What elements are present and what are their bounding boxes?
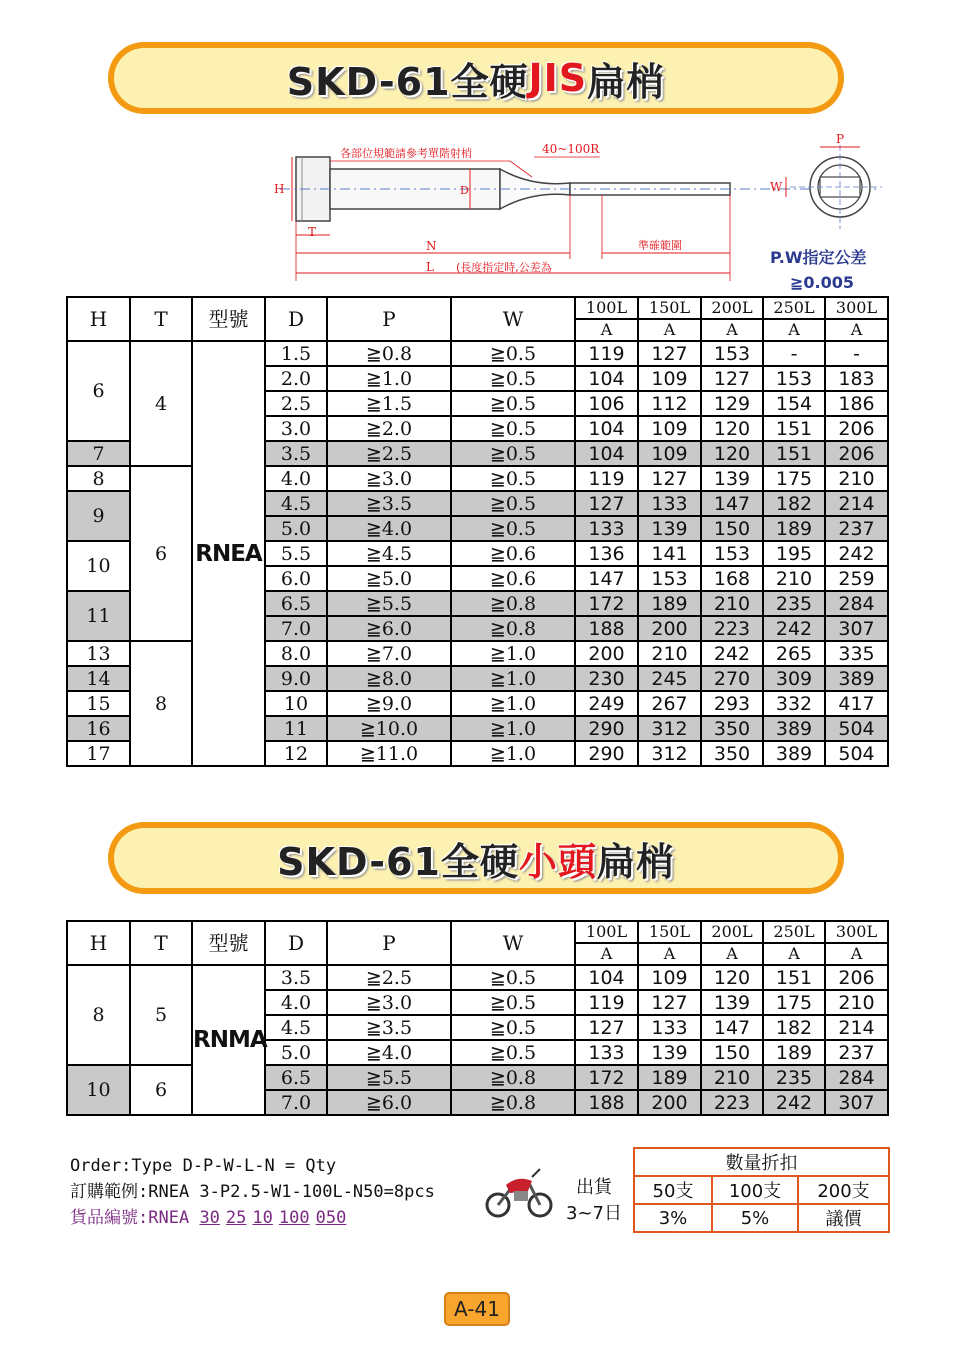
price-cell: 147	[701, 1015, 763, 1040]
w-cell: ≧0.8	[451, 616, 575, 641]
price-cell: 350	[701, 741, 763, 766]
order-code-part: 050	[315, 1208, 347, 1228]
price-cell: 139	[638, 1040, 701, 1065]
price-cell: 332	[763, 691, 825, 716]
d-cell: 5.5	[265, 541, 327, 566]
price-cell: 210	[825, 466, 888, 491]
header-a: A	[575, 319, 638, 341]
h-cell: 10	[67, 541, 130, 591]
p-cell: ≧7.0	[327, 641, 451, 666]
dim-l: L	[426, 260, 434, 274]
d-cell: 3.5	[265, 441, 327, 466]
price-cell: 242	[825, 541, 888, 566]
price-cell: 109	[638, 366, 701, 391]
price-cell: 223	[701, 616, 763, 641]
price-cell: 504	[825, 716, 888, 741]
price-cell: 249	[575, 691, 638, 716]
price-cell: 230	[575, 666, 638, 691]
price-cell: 141	[638, 541, 701, 566]
price-cell: 186	[825, 391, 888, 416]
rnma-spec-table	[66, 920, 889, 1116]
section2-title: SKD-61全硬 小頭 扁梢	[277, 839, 675, 884]
price-cell: 210	[701, 591, 763, 616]
header-length: 250L	[763, 297, 825, 319]
header-p: P	[327, 921, 451, 965]
price-cell: 223	[701, 1090, 763, 1115]
price-cell: 172	[575, 591, 638, 616]
price-cell: 307	[825, 616, 888, 641]
price-cell: 265	[763, 641, 825, 666]
header-a: A	[825, 319, 888, 341]
radius-label: 40~100R	[542, 142, 600, 156]
price-cell: 127	[638, 466, 701, 491]
model-cell: RNEA	[192, 341, 265, 766]
price-cell: 335	[825, 641, 888, 666]
p-cell: ≧2.0	[327, 416, 451, 441]
h-cell: 15	[67, 691, 130, 716]
header-row	[67, 297, 888, 319]
price-cell: 139	[638, 516, 701, 541]
p-cell: ≧6.0	[327, 616, 451, 641]
price-cell: 112	[638, 391, 701, 416]
dim-w: W	[770, 180, 783, 194]
p-cell: ≧5.5	[327, 591, 451, 616]
page-number: A-41	[444, 1292, 510, 1326]
d-cell: 3.0	[265, 416, 327, 441]
price-cell: 210	[825, 990, 888, 1015]
price-cell: 127	[575, 1015, 638, 1040]
p-cell: ≧1.5	[327, 391, 451, 416]
order-info	[70, 1153, 435, 1231]
p-cell: ≧10.0	[327, 716, 451, 741]
header-length: 300L	[825, 921, 888, 943]
price-cell: 127	[575, 491, 638, 516]
price-cell: 270	[701, 666, 763, 691]
w-cell: ≧0.5	[451, 516, 575, 541]
d-cell: 3.5	[265, 965, 327, 990]
w-cell: ≧0.8	[451, 1065, 575, 1090]
discount-qty: 50支	[634, 1176, 712, 1204]
price-cell: 214	[825, 491, 888, 516]
price-cell: 210	[701, 1065, 763, 1090]
price-cell: 200	[638, 1090, 701, 1115]
p-cell: ≧5.0	[327, 566, 451, 591]
order-code-prefix: 貨品編號:RNEA	[70, 1208, 190, 1228]
header-d: D	[265, 921, 327, 965]
price-cell: 284	[825, 591, 888, 616]
d-cell: 11	[265, 716, 327, 741]
table-row	[67, 965, 888, 990]
w-cell: ≧0.6	[451, 541, 575, 566]
price-cell: 417	[825, 691, 888, 716]
header-length: 200L	[701, 921, 763, 943]
w-cell: ≧1.0	[451, 741, 575, 766]
price-cell: 389	[763, 716, 825, 741]
price-cell: 267	[638, 691, 701, 716]
header-a: A	[701, 319, 763, 341]
table-row	[67, 641, 888, 666]
t-cell: 8	[130, 641, 192, 766]
price-cell: 210	[638, 641, 701, 666]
dim-p: P	[836, 133, 845, 146]
w-cell: ≧0.5	[451, 441, 575, 466]
price-cell: 242	[701, 641, 763, 666]
price-cell: 104	[575, 965, 638, 990]
d-cell: 6.5	[265, 1065, 327, 1090]
motorcycle-icon	[484, 1155, 554, 1225]
price-cell: 290	[575, 716, 638, 741]
price-cell: 154	[763, 391, 825, 416]
price-cell: 214	[825, 1015, 888, 1040]
w-cell: ≧0.6	[451, 566, 575, 591]
price-cell: 147	[575, 566, 638, 591]
p-cell: ≧1.0	[327, 366, 451, 391]
w-cell: ≧0.5	[451, 466, 575, 491]
price-cell: 109	[638, 441, 701, 466]
price-cell: 150	[701, 1040, 763, 1065]
order-code-part: 100	[278, 1208, 310, 1228]
price-cell: 312	[638, 716, 701, 741]
quantity-discount-table	[633, 1147, 890, 1233]
price-cell: 120	[701, 441, 763, 466]
d-cell: 8.0	[265, 641, 327, 666]
pw-note-line1: P.W指定公差	[770, 248, 867, 267]
price-cell: 242	[763, 1090, 825, 1115]
header-t: T	[130, 921, 192, 965]
price-cell: 133	[575, 516, 638, 541]
price-cell: 188	[575, 616, 638, 641]
p-cell: ≧3.0	[327, 990, 451, 1015]
price-cell: 189	[638, 591, 701, 616]
price-cell: 206	[825, 965, 888, 990]
p-cell: ≧5.5	[327, 1065, 451, 1090]
p-cell: ≧3.5	[327, 1015, 451, 1040]
w-cell: ≧0.5	[451, 391, 575, 416]
p-cell: ≧2.5	[327, 965, 451, 990]
h-cell: 9	[67, 491, 130, 541]
discount-rate: 議價	[798, 1204, 889, 1232]
price-cell: 127	[638, 990, 701, 1015]
price-cell: 151	[763, 965, 825, 990]
order-code	[70, 1205, 435, 1231]
section2-banner	[108, 822, 844, 894]
d-cell: 9.0	[265, 666, 327, 691]
w-cell: ≧0.8	[451, 1090, 575, 1115]
price-cell: 237	[825, 1040, 888, 1065]
w-cell: ≧0.5	[451, 1015, 575, 1040]
header-length: 150L	[638, 921, 701, 943]
header-model: 型號	[192, 297, 265, 341]
price-cell: 133	[575, 1040, 638, 1065]
discount-qty: 100支	[712, 1176, 798, 1204]
h-cell: 17	[67, 741, 130, 766]
t-cell: 4	[130, 341, 192, 466]
price-cell: 259	[825, 566, 888, 591]
dim-l-note: (長度指定時,公差為	[456, 261, 552, 274]
w-cell: ≧0.5	[451, 416, 575, 441]
p-cell: ≧3.0	[327, 466, 451, 491]
price-cell: 188	[575, 1090, 638, 1115]
price-cell: 189	[763, 516, 825, 541]
price-cell: 200	[575, 641, 638, 666]
pin-diagram	[270, 133, 890, 298]
price-cell: 120	[701, 965, 763, 990]
h-cell: 8	[67, 466, 130, 491]
header-h: H	[67, 921, 130, 965]
price-cell: 389	[763, 741, 825, 766]
price-cell: 153	[701, 341, 763, 366]
p-cell: ≧0.8	[327, 341, 451, 366]
section1-banner	[108, 42, 844, 114]
w-cell: ≧1.0	[451, 641, 575, 666]
d-cell: 5.0	[265, 1040, 327, 1065]
price-cell: 245	[638, 666, 701, 691]
d-cell: 6.0	[265, 566, 327, 591]
header-p: P	[327, 297, 451, 341]
header-a: A	[763, 319, 825, 341]
price-cell: 129	[701, 391, 763, 416]
table-row	[67, 1065, 888, 1090]
header-length: 100L	[575, 297, 638, 319]
price-cell: 312	[638, 741, 701, 766]
header-d: D	[265, 297, 327, 341]
order-example: 訂購範例:RNEA 3-P2.5-W1-100L-N50=8pcs	[70, 1182, 435, 1202]
d-cell: 5.0	[265, 516, 327, 541]
price-cell: 293	[701, 691, 763, 716]
header-length: 150L	[638, 297, 701, 319]
d-cell: 6.5	[265, 591, 327, 616]
t-cell: 6	[130, 1065, 192, 1115]
price-cell: 151	[763, 441, 825, 466]
p-cell: ≧9.0	[327, 691, 451, 716]
price-cell: 150	[701, 516, 763, 541]
dim-n: N	[426, 239, 437, 253]
order-code-part: 10	[252, 1208, 273, 1228]
price-cell: 183	[825, 366, 888, 391]
h-cell: 13	[67, 641, 130, 666]
discount-rate: 3%	[634, 1204, 712, 1232]
price-cell: 139	[701, 990, 763, 1015]
d-cell: 4.0	[265, 466, 327, 491]
header-length: 200L	[701, 297, 763, 319]
t-cell: 6	[130, 466, 192, 641]
price-cell: -	[825, 341, 888, 366]
w-cell: ≧0.8	[451, 591, 575, 616]
price-cell: 235	[763, 1065, 825, 1090]
d-cell: 12	[265, 741, 327, 766]
price-cell: 151	[763, 416, 825, 441]
dim-h: H	[274, 182, 285, 196]
price-cell: 350	[701, 716, 763, 741]
d-cell: 4.5	[265, 491, 327, 516]
header-a: A	[638, 943, 701, 965]
price-cell: -	[763, 341, 825, 366]
price-cell: 127	[701, 366, 763, 391]
price-cell: 109	[638, 965, 701, 990]
d-cell: 7.0	[265, 616, 327, 641]
table-row	[67, 341, 888, 366]
price-cell: 206	[825, 416, 888, 441]
precision-label: 準確範圍	[638, 239, 682, 252]
price-cell: 309	[763, 666, 825, 691]
header-row	[67, 921, 888, 943]
w-cell: ≧0.5	[451, 1040, 575, 1065]
section1-title: SKD-61全硬 JIS 扁梢	[286, 56, 666, 104]
discount-rate: 5%	[712, 1204, 798, 1232]
price-cell: 189	[638, 1065, 701, 1090]
price-cell: 153	[763, 366, 825, 391]
price-cell: 389	[825, 666, 888, 691]
price-cell: 206	[825, 441, 888, 466]
rnea-spec-table	[66, 296, 889, 767]
p-cell: ≧8.0	[327, 666, 451, 691]
price-cell: 133	[638, 491, 701, 516]
header-a: A	[763, 943, 825, 965]
w-cell: ≧1.0	[451, 716, 575, 741]
price-cell: 172	[575, 1065, 638, 1090]
price-cell: 307	[825, 1090, 888, 1115]
price-cell: 133	[638, 1015, 701, 1040]
dim-d: D	[460, 184, 469, 197]
price-cell: 182	[763, 491, 825, 516]
p-cell: ≧11.0	[327, 741, 451, 766]
p-cell: ≧4.0	[327, 1040, 451, 1065]
d-cell: 1.5	[265, 341, 327, 366]
h-cell: 14	[67, 666, 130, 691]
w-cell: ≧1.0	[451, 666, 575, 691]
d-cell: 4.0	[265, 990, 327, 1015]
price-cell: 104	[575, 416, 638, 441]
model-cell: RNMA	[192, 965, 265, 1115]
price-cell: 127	[638, 341, 701, 366]
p-cell: ≧3.5	[327, 491, 451, 516]
price-cell: 168	[701, 566, 763, 591]
header-a: A	[825, 943, 888, 965]
t-cell: 5	[130, 965, 192, 1065]
p-cell: ≧2.5	[327, 441, 451, 466]
p-cell: ≧6.0	[327, 1090, 451, 1115]
price-cell: 242	[763, 616, 825, 641]
d-cell: 4.5	[265, 1015, 327, 1040]
header-length: 250L	[763, 921, 825, 943]
pin-drawing	[270, 133, 890, 298]
price-cell: 147	[701, 491, 763, 516]
discount-qty: 200支	[798, 1176, 889, 1204]
table-row	[67, 466, 888, 491]
price-cell: 120	[701, 416, 763, 441]
w-cell: ≧0.5	[451, 366, 575, 391]
shipping-info	[566, 1175, 622, 1227]
price-cell: 182	[763, 1015, 825, 1040]
price-cell: 104	[575, 366, 638, 391]
h-cell: 11	[67, 591, 130, 641]
header-a: A	[575, 943, 638, 965]
w-cell: ≧0.5	[451, 341, 575, 366]
price-cell: 119	[575, 990, 638, 1015]
w-cell: ≧0.5	[451, 990, 575, 1015]
header-length: 100L	[575, 921, 638, 943]
d-cell: 2.5	[265, 391, 327, 416]
w-cell: ≧0.5	[451, 491, 575, 516]
price-cell: 109	[638, 416, 701, 441]
w-cell: ≧1.0	[451, 691, 575, 716]
price-cell: 210	[763, 566, 825, 591]
price-cell: 106	[575, 391, 638, 416]
price-cell: 153	[638, 566, 701, 591]
header-w: W	[451, 297, 575, 341]
h-cell: 10	[67, 1065, 130, 1115]
header-w: W	[451, 921, 575, 965]
d-cell: 2.0	[265, 366, 327, 391]
price-cell: 119	[575, 466, 638, 491]
price-cell: 195	[763, 541, 825, 566]
p-cell: ≧4.5	[327, 541, 451, 566]
price-cell: 200	[638, 616, 701, 641]
price-cell: 175	[763, 466, 825, 491]
price-cell: 175	[763, 990, 825, 1015]
header-t: T	[130, 297, 192, 341]
price-cell: 504	[825, 741, 888, 766]
order-code-part: 25	[225, 1208, 247, 1228]
price-cell: 153	[701, 541, 763, 566]
pw-note-line2: ≧0.005	[790, 273, 855, 292]
order-code-part: 30	[199, 1208, 220, 1228]
header-h: H	[67, 297, 130, 341]
price-cell: 235	[763, 591, 825, 616]
price-cell: 237	[825, 516, 888, 541]
d-cell: 7.0	[265, 1090, 327, 1115]
p-cell: ≧4.0	[327, 516, 451, 541]
dim-t: T	[308, 225, 317, 239]
w-cell: ≧0.5	[451, 965, 575, 990]
header-length: 300L	[825, 297, 888, 319]
price-cell: 104	[575, 441, 638, 466]
price-cell: 139	[701, 466, 763, 491]
shipping-label: 出貨	[576, 1177, 612, 1198]
price-cell: 284	[825, 1065, 888, 1090]
h-cell: 8	[67, 965, 130, 1065]
diagram-note: 各部位規範請參考單階射梢	[340, 147, 472, 160]
order-format: Order:Type D-P-W-L-N = Qty	[70, 1156, 337, 1176]
h-cell: 6	[67, 341, 130, 441]
price-cell: 136	[575, 541, 638, 566]
price-cell: 290	[575, 741, 638, 766]
header-a: A	[638, 319, 701, 341]
price-cell: 119	[575, 341, 638, 366]
shipping-days: 3~7日	[566, 1203, 622, 1224]
price-cell: 189	[763, 1040, 825, 1065]
h-cell: 7	[67, 441, 130, 466]
h-cell: 16	[67, 716, 130, 741]
header-a: A	[701, 943, 763, 965]
discount-title: 數量折扣	[634, 1148, 889, 1176]
d-cell: 10	[265, 691, 327, 716]
header-model: 型號	[192, 921, 265, 965]
